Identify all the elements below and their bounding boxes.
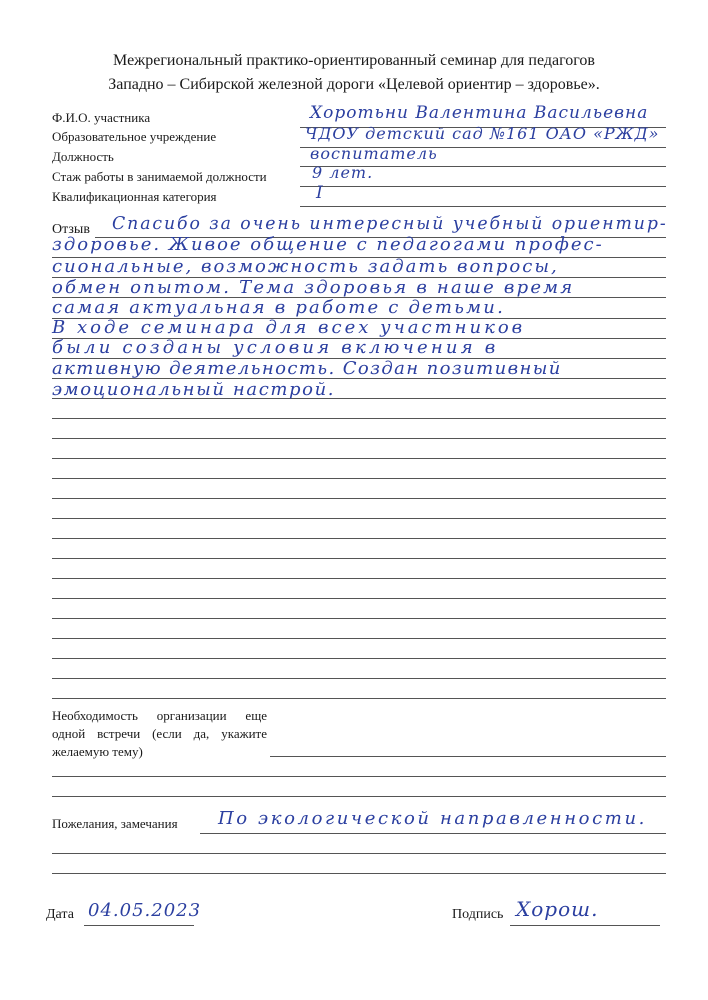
signature-line [510, 925, 660, 926]
review-line [52, 618, 666, 619]
field-value-institution: ЧДОУ детский сад №161 ОАО «РЖД» [305, 124, 660, 143]
field-label-name: Ф.И.О. участника [52, 110, 151, 125]
review-label: Отзыв [52, 222, 90, 237]
review-text-line: Спасибо за очень интересный учебный ориентир- [112, 213, 668, 234]
review-line [52, 698, 666, 699]
field-value-position: воспитатель [310, 144, 438, 163]
review-text-line: сиональные, возможность задать вопросы, [52, 256, 559, 277]
review-text-line: здоровье. Живое общение с педагогами профес- [52, 234, 604, 255]
field-line-category [300, 206, 666, 207]
review-line [52, 558, 666, 559]
review-line [52, 418, 666, 419]
review-line [52, 598, 666, 599]
review-line [52, 638, 666, 639]
wishes-line [52, 873, 666, 874]
review-text-line: эмоциональный настрой. [52, 379, 336, 400]
field-line-experience [300, 186, 666, 187]
wishes-label: Пожелания, замечания [52, 816, 178, 831]
header-line-1: Межрегиональный практико-ориентированный семинар для педагогов [113, 52, 595, 69]
wishes-line [200, 833, 666, 834]
review-line [52, 518, 666, 519]
review-line [52, 578, 666, 579]
review-text-line: В ходе семинара для всех участников [52, 317, 526, 338]
review-line [52, 678, 666, 679]
review-text-line: обмен опытом. Тема здоровья в наше время [52, 277, 575, 298]
date-line [84, 925, 194, 926]
review-line [52, 658, 666, 659]
review-line [52, 538, 666, 539]
field-label-category: Квалификационная категория [52, 189, 217, 204]
field-label-institution: Образовательное учреждение [52, 129, 217, 144]
field-value-experience: 9 лет. [312, 163, 374, 182]
signature-label: Подпись [452, 907, 504, 922]
review-line [52, 478, 666, 479]
field-value-name: Хоротьни Валентина Васильевна [310, 103, 649, 123]
field-label-position: Должность [52, 149, 114, 164]
meeting-line [270, 756, 666, 757]
date-label: Дата [46, 907, 74, 922]
date-value: 04.05.2023 [88, 900, 202, 921]
field-value-category: I [316, 183, 324, 203]
meeting-line [52, 776, 666, 777]
review-text-line: были созданы условия включения в [52, 337, 499, 358]
meeting-label: Необходимость организации еще одной встречи (если да, укажите желаемую тему) [52, 708, 267, 759]
review-line [52, 498, 666, 499]
review-text-line: самая актуальная в работе с детьми. [52, 297, 506, 318]
wishes-line [52, 853, 666, 854]
review-text-line: активную деятельность. Создан позитивный [52, 358, 562, 379]
signature-value: Хорош. [516, 897, 599, 921]
review-line [52, 458, 666, 459]
meeting-line [52, 796, 666, 797]
header-line-2: Западно – Сибирской железной дороги «Целевой ориентир – здоровье». [108, 76, 600, 93]
wishes-value: По экологической направленности. [218, 808, 647, 829]
review-line [52, 438, 666, 439]
field-label-experience: Стаж работы в занимаемой должности [52, 169, 267, 184]
